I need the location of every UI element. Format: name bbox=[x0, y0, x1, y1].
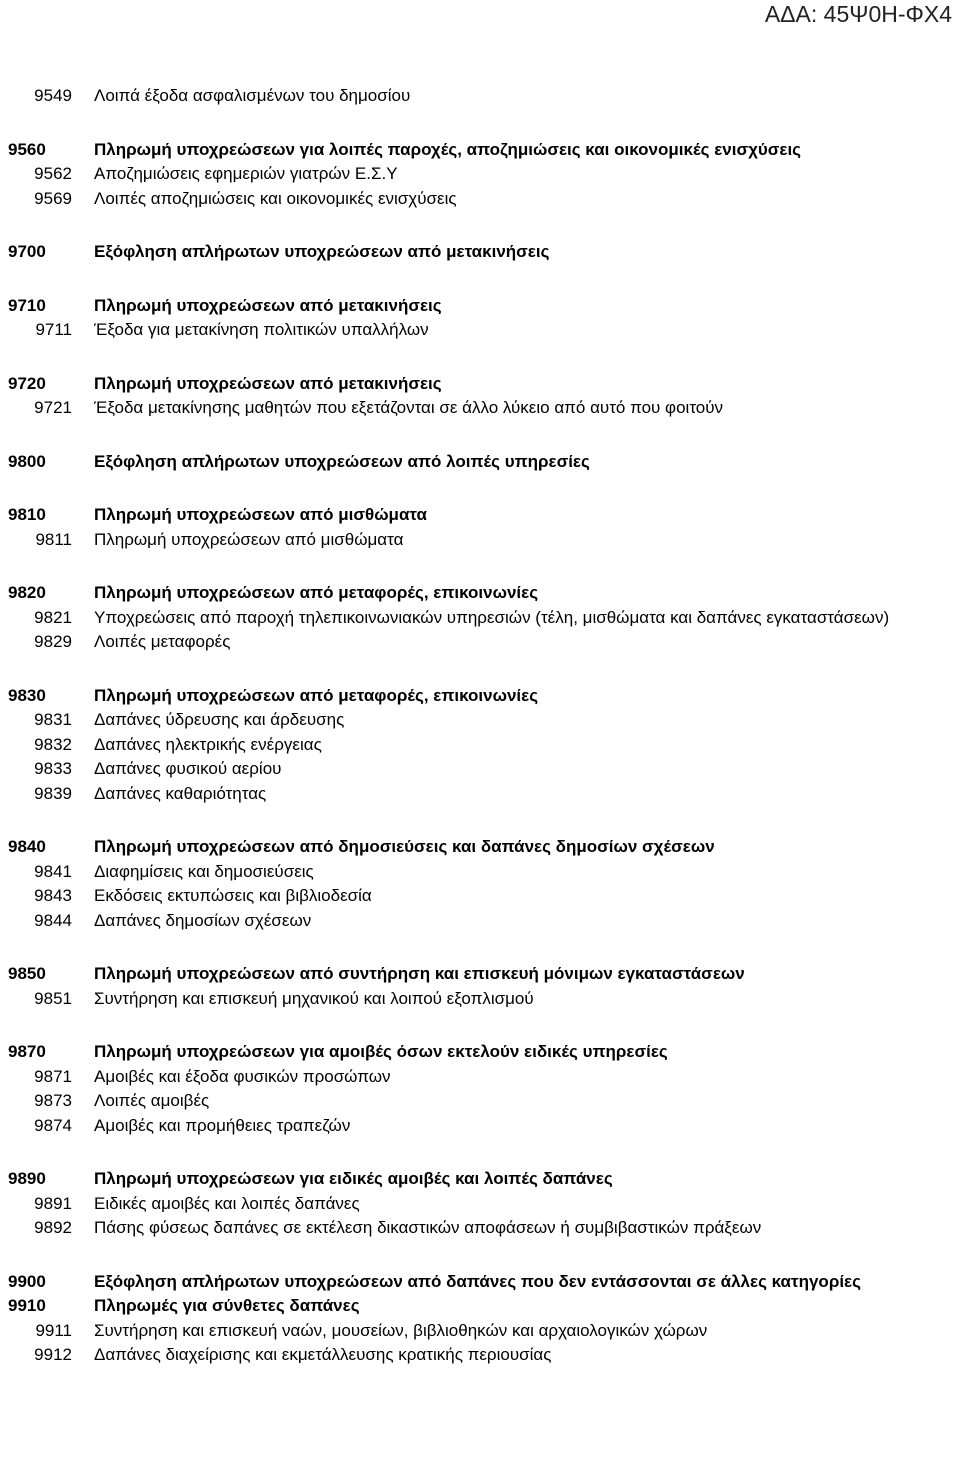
budget-line-row bbox=[0, 1319, 960, 1344]
account-code: 9562 bbox=[34, 164, 72, 183]
account-code: 9820 bbox=[8, 583, 46, 602]
account-code: 9811 bbox=[35, 529, 72, 549]
account-code: 9870 bbox=[8, 1042, 46, 1061]
account-code: 9833 bbox=[34, 759, 72, 778]
section-spacer bbox=[0, 211, 960, 240]
category-heading-row bbox=[0, 684, 960, 709]
account-description: Λοιπές αμοιβές bbox=[94, 1091, 210, 1110]
section-spacer bbox=[0, 655, 960, 684]
budget-line-row bbox=[0, 396, 960, 421]
account-description: Δαπάνες διαχείρισης και εκμετάλλευσης κρατικής περιουσίας bbox=[94, 1345, 552, 1364]
account-description: Συντήρηση και επισκευή μηχανικού και λοιπού εξοπλισμού bbox=[94, 988, 534, 1008]
account-description: Λοιπές μεταφορές bbox=[94, 632, 231, 651]
section-spacer bbox=[0, 933, 960, 962]
account-description: Πληρωμή υποχρεώσεων από μεταφορές, επικοινωνίες bbox=[94, 685, 539, 705]
section-spacer bbox=[0, 109, 960, 138]
budget-line-row bbox=[0, 162, 960, 187]
section-spacer bbox=[0, 552, 960, 581]
account-description: Πάσης φύσεως δαπάνες σε εκτέλεση δικαστικών αποφάσεων ή συμβιβαστικών πράξεων bbox=[94, 1218, 762, 1237]
account-description: Δαπάνες ύδρευσης και άρδευσης bbox=[94, 710, 345, 729]
category-heading-row bbox=[0, 962, 960, 987]
account-code: 9850 bbox=[8, 964, 46, 983]
section-spacer bbox=[0, 1138, 960, 1167]
account-description: Λοιπά έξοδα ασφαλισμένων του δημοσίου bbox=[94, 86, 411, 105]
account-code: 9839 bbox=[34, 783, 72, 803]
account-code: 9721 bbox=[34, 398, 72, 417]
category-heading-row bbox=[0, 1040, 960, 1065]
account-code: 9800 bbox=[8, 451, 46, 471]
category-heading-row bbox=[0, 503, 960, 528]
budget-line-row bbox=[0, 1343, 960, 1368]
account-description: Εξόφληση απλήρωτων υποχρεώσεων από μετακινήσεις bbox=[94, 242, 550, 261]
category-heading-row bbox=[0, 835, 960, 860]
account-description: Πληρωμή υποχρεώσεων από μισθώματα bbox=[94, 529, 404, 549]
category-heading-row bbox=[0, 1167, 960, 1192]
section-spacer bbox=[0, 343, 960, 372]
account-description: Πληρωμή υποχρεώσεων για λοιπές παροχές, αποζημιώσεις και οικονομικές ενισχύσεις bbox=[94, 139, 802, 159]
category-heading-row bbox=[0, 294, 960, 319]
category-heading-row bbox=[0, 138, 960, 163]
account-description: Πληρωμή υποχρεώσεων από μετακινήσεις bbox=[94, 373, 442, 393]
account-description: Αποζημιώσεις εφημεριών γιατρών Ε.Σ.Υ bbox=[94, 164, 398, 183]
budget-line-row bbox=[0, 84, 960, 109]
account-code: 9711 bbox=[35, 320, 72, 339]
category-heading-row bbox=[0, 450, 960, 475]
account-code: 9560 bbox=[8, 139, 46, 159]
account-description: Έξοδα μετακίνησης μαθητών που εξετάζονται σε άλλο λύκειο από αυτό που φοιτούν bbox=[94, 398, 724, 417]
account-code: 9891 bbox=[34, 1193, 72, 1213]
category-heading-row bbox=[0, 1294, 960, 1319]
account-code: 9720 bbox=[8, 373, 46, 393]
budget-line-row bbox=[0, 909, 960, 934]
account-description: Υποχρεώσεις από παροχή τηλεπικοινωνιακών υπηρεσιών (τέλη, μισθώματα και δαπάνες εγκαταστάσεων) bbox=[94, 607, 890, 627]
account-description: Αμοιβές και προμήθειες τραπεζών bbox=[94, 1115, 351, 1135]
account-code: 9851 bbox=[34, 988, 72, 1008]
budget-line-row bbox=[0, 1065, 960, 1090]
budget-line-row bbox=[0, 1089, 960, 1114]
budget-line-row bbox=[0, 187, 960, 212]
account-code: 9810 bbox=[8, 505, 46, 524]
account-description: Πληρωμή υποχρεώσεων από μεταφορές, επικοινωνίες bbox=[94, 583, 539, 602]
account-code: 9841 bbox=[34, 861, 72, 881]
account-description: Πληρωμή υποχρεώσεων για ειδικές αμοιβές και λοιπές δαπάνες bbox=[94, 1169, 613, 1188]
ada-identifier: ΑΔΑ: 45Ψ0Η-ΦΧ4 bbox=[764, 1, 952, 27]
budget-line-row bbox=[0, 1114, 960, 1139]
account-code: 9911 bbox=[35, 1320, 72, 1340]
account-code: 9912 bbox=[34, 1345, 72, 1364]
account-description: Πληρωμή υποχρεώσεων από μετακινήσεις bbox=[94, 295, 442, 315]
account-code: 9821 bbox=[34, 607, 72, 627]
account-code: 9710 bbox=[8, 295, 46, 315]
account-code: 9873 bbox=[34, 1091, 72, 1110]
account-code: 9830 bbox=[8, 685, 46, 705]
account-code: 9874 bbox=[34, 1115, 72, 1135]
account-code: 9569 bbox=[34, 188, 72, 208]
account-description: Έξοδα για μετακίνηση πολιτικών υπαλλήλων bbox=[94, 320, 429, 339]
budget-line-row bbox=[0, 860, 960, 885]
section-spacer bbox=[0, 421, 960, 450]
budget-line-row bbox=[0, 987, 960, 1012]
account-description: Εξόφληση απλήρωτων υποχρεώσεων από λοιπές υπηρεσίες bbox=[94, 451, 590, 471]
budget-line-row bbox=[0, 630, 960, 655]
account-description: Πληρωμή υποχρεώσεων από συντήρηση και επισκευή μόνιμων εγκαταστάσεων bbox=[94, 964, 745, 983]
account-description: Πληρωμή υποχρεώσεων από μισθώματα bbox=[94, 505, 427, 524]
section-spacer bbox=[0, 265, 960, 294]
section-spacer bbox=[0, 1011, 960, 1040]
account-description: Αμοιβές και έξοδα φυσικών προσώπων bbox=[94, 1066, 391, 1086]
account-code: 9840 bbox=[8, 837, 46, 856]
section-spacer bbox=[0, 1241, 960, 1270]
category-heading-row bbox=[0, 581, 960, 606]
budget-line-row bbox=[0, 606, 960, 631]
account-description: Πληρωμή υποχρεώσεων από δημοσιεύσεις και δαπάνες δημοσίων σχέσεων bbox=[94, 837, 715, 856]
account-code: 9910 bbox=[8, 1296, 46, 1315]
category-heading-row bbox=[0, 372, 960, 397]
account-description: Συντήρηση και επισκευή ναών, μουσείων, βιβλιοθηκών και αρχαιολογικών χώρων bbox=[94, 1320, 708, 1340]
account-description: Δαπάνες ηλεκτρικής ενέργειας bbox=[94, 734, 322, 754]
category-heading-row bbox=[0, 1270, 960, 1295]
account-code: 9549 bbox=[34, 86, 72, 105]
budget-line-row bbox=[0, 884, 960, 909]
account-code: 9700 bbox=[8, 242, 46, 261]
account-code: 9890 bbox=[8, 1169, 46, 1188]
budget-code-list bbox=[0, 84, 960, 1368]
account-description: Εκδόσεις εκτυπώσεις και βιβλιοδεσία bbox=[94, 886, 372, 905]
account-description: Πληρωμή υποχρεώσεων για αμοιβές όσων εκτελούν ειδικές υπηρεσίες bbox=[94, 1042, 668, 1061]
account-description: Διαφημίσεις και δημοσιεύσεις bbox=[94, 861, 314, 881]
budget-line-row bbox=[0, 757, 960, 782]
account-description: Δαπάνες καθαριότητας bbox=[94, 783, 267, 803]
budget-line-row bbox=[0, 733, 960, 758]
budget-line-row bbox=[0, 1216, 960, 1241]
budget-line-row bbox=[0, 782, 960, 807]
section-spacer bbox=[0, 474, 960, 503]
account-description: Δαπάνες φυσικού αερίου bbox=[94, 759, 282, 778]
account-code: 9843 bbox=[34, 886, 72, 905]
account-code: 9829 bbox=[34, 632, 72, 651]
budget-line-row bbox=[0, 528, 960, 553]
account-description: Ειδικές αμοιβές και λοιπές δαπάνες bbox=[94, 1193, 360, 1213]
budget-line-row bbox=[0, 1192, 960, 1217]
account-code: 9892 bbox=[34, 1218, 72, 1237]
budget-line-row bbox=[0, 318, 960, 343]
account-code: 9900 bbox=[8, 1271, 46, 1291]
account-code: 9844 bbox=[34, 910, 72, 930]
account-description: Εξόφληση απλήρωτων υποχρεώσεων από δαπάνες που δεν εντάσσονται σε άλλες κατηγορίες bbox=[94, 1271, 861, 1291]
account-code: 9871 bbox=[34, 1066, 72, 1086]
section-spacer bbox=[0, 806, 960, 835]
account-description: Δαπάνες δημοσίων σχέσεων bbox=[94, 910, 312, 930]
account-description: Πληρωμές για σύνθετες δαπάνες bbox=[94, 1296, 360, 1315]
category-heading-row bbox=[0, 240, 960, 265]
budget-line-row bbox=[0, 708, 960, 733]
account-code: 9831 bbox=[34, 710, 72, 729]
account-description: Λοιπές αποζημιώσεις και οικονομικές ενισχύσεις bbox=[94, 188, 457, 208]
account-code: 9832 bbox=[34, 734, 72, 754]
